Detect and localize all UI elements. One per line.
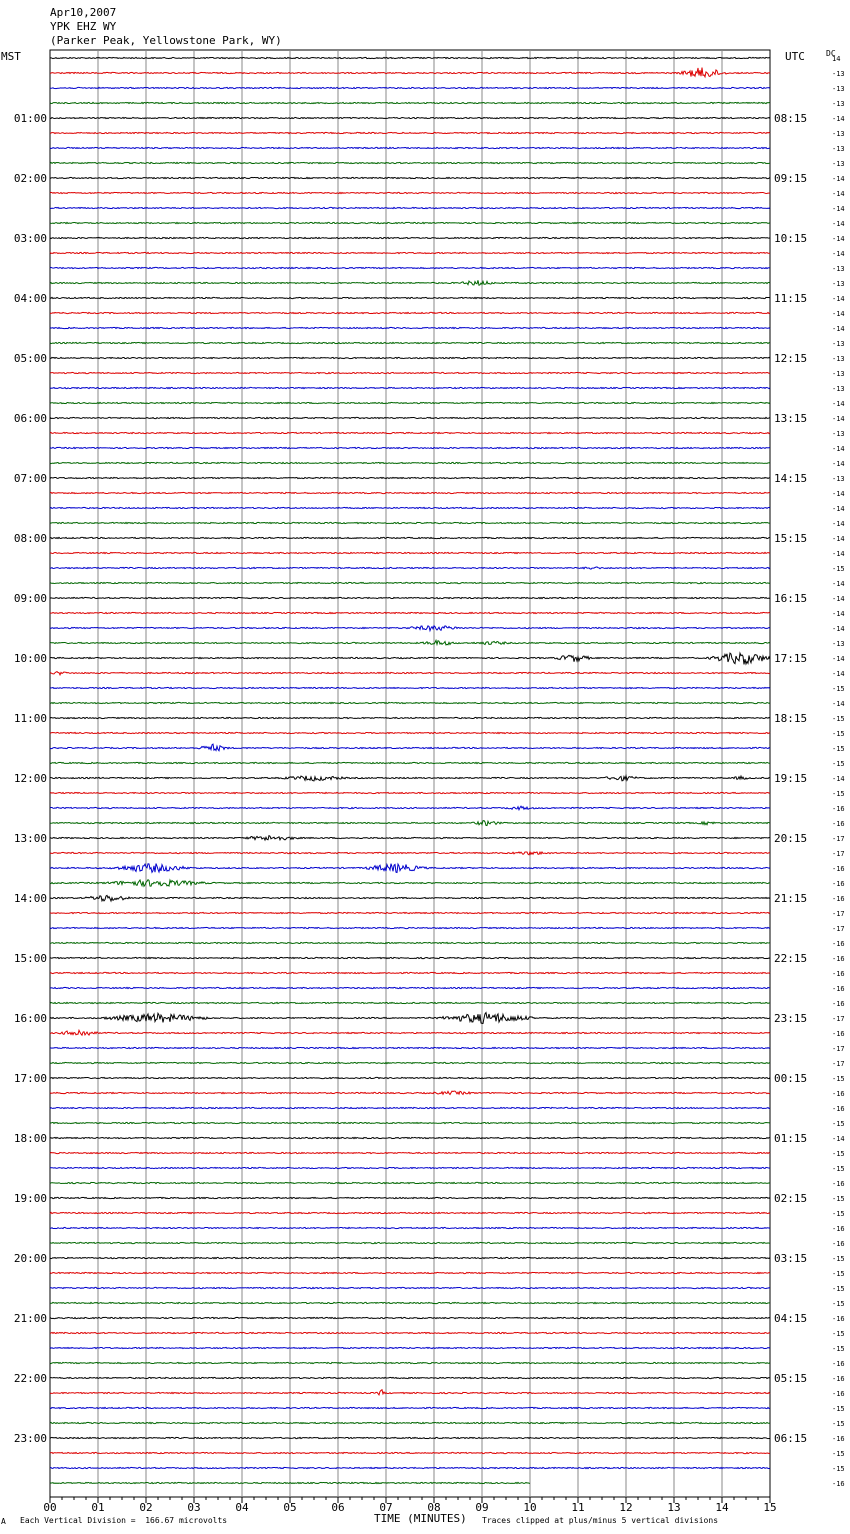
right-hour-label: 15:15 (774, 532, 808, 545)
dc-offset-label: -15 (832, 1120, 845, 1128)
left-hour-label: 11:00 (13, 712, 47, 725)
trace-line (50, 297, 770, 298)
x-tick-label: 02 (139, 1501, 153, 1514)
trace-line (50, 1287, 770, 1288)
dc-offset-label: -14 (832, 175, 845, 183)
dc-offset-label: -13 (832, 385, 845, 393)
dc-offset-label: -14 (832, 670, 845, 678)
dc-offset-label: -16 (832, 985, 845, 993)
trace-line (50, 702, 770, 703)
left-hour-label: 15:00 (13, 952, 47, 965)
right-hour-label: 01:15 (774, 1132, 808, 1145)
trace-line (50, 806, 770, 810)
dc-offset-label: -16 (832, 1240, 845, 1248)
dc-offset-label: -16 (832, 1480, 845, 1488)
x-tick-label: 08 (427, 1501, 441, 1514)
left-hour-label: 06:00 (13, 412, 47, 425)
trace-line (50, 792, 770, 793)
trace-line (50, 1272, 770, 1273)
trace-line (50, 117, 770, 118)
dc-offset-label: -15 (832, 1450, 845, 1458)
right-hour-label: 16:15 (774, 592, 808, 605)
trace-line (50, 1167, 770, 1168)
trace-line (50, 477, 770, 478)
trace-line (50, 762, 770, 763)
clip-note: Traces clipped at plus/minus 5 vertical divisions (482, 1516, 719, 1525)
trace-line (50, 162, 770, 163)
trace-line (50, 612, 770, 613)
trace-line (50, 1091, 770, 1094)
right-timezone-label: UTC (785, 50, 805, 63)
dc-offset-label: -15 (832, 790, 845, 798)
trace-line (50, 132, 770, 133)
dc-offset-label: -15 (832, 1210, 845, 1218)
dc-offset-label: -15 (832, 1300, 845, 1308)
right-hour-label: 18:15 (774, 712, 808, 725)
trace-line (50, 957, 770, 958)
right-hour-label: 22:15 (774, 952, 808, 965)
trace-line (50, 387, 770, 388)
right-hour-label: 23:15 (774, 1012, 808, 1025)
dc-offset-label: -16 (832, 1000, 845, 1008)
left-hour-label: 07:00 (13, 472, 47, 485)
x-tick-label: 05 (283, 1501, 297, 1514)
dc-offset-label: -14 (832, 295, 845, 303)
station-label: YPK EHZ WY (50, 20, 117, 33)
trace-line (50, 880, 770, 887)
trace-line (50, 357, 770, 358)
trace-line (50, 57, 770, 58)
dc-offset-label: -13 (832, 130, 845, 138)
trace-line (50, 1013, 770, 1024)
trace-line (50, 567, 770, 569)
dc-offset-label: -14 (832, 535, 845, 543)
trace-line (50, 207, 770, 208)
trace-line (50, 342, 770, 343)
left-hour-label: 04:00 (13, 292, 47, 305)
trace-line (50, 582, 770, 583)
left-hour-label: 18:00 (13, 1132, 47, 1145)
dc-offset-label: -17 (832, 910, 845, 918)
trace-line (50, 1227, 770, 1228)
trace-line (50, 1030, 770, 1035)
dc-offset-label: -17 (832, 850, 845, 858)
dc-offset-label: -13 (832, 355, 845, 363)
dc-offset-label: -15 (832, 1465, 845, 1473)
trace-line (50, 177, 770, 178)
trace-line (50, 1107, 770, 1108)
left-hour-label: 08:00 (13, 532, 47, 545)
right-hour-label: 08:15 (774, 112, 808, 125)
dc-offset-label: -16 (832, 1435, 845, 1443)
dc-offset-label: -14 (832, 445, 845, 453)
dc-offset-label: -16 (832, 1375, 845, 1383)
trace-line (50, 192, 770, 193)
dc-offset-label: -16 (832, 1030, 845, 1038)
dc-offset-label: -13 (832, 85, 845, 93)
dc-offset-label: -15 (832, 1195, 845, 1203)
dc-offset-label: -16 (832, 1315, 845, 1323)
dc-offset-label: -16 (832, 1390, 845, 1398)
trace-line (50, 1302, 770, 1303)
dc-offset-label: -17 (832, 835, 845, 843)
trace-line (50, 672, 770, 675)
x-tick-label: 15 (763, 1501, 777, 1514)
right-hour-label: 19:15 (774, 772, 808, 785)
dc-offset-label: -14 (832, 520, 845, 528)
dc-offset-label: -14 (832, 490, 845, 498)
dc-offset-label: -15 (832, 730, 845, 738)
trace-line (50, 1377, 770, 1378)
right-hour-label: 17:15 (774, 652, 808, 665)
right-hour-label: 13:15 (774, 412, 808, 425)
dc-offset-label: -16 (832, 940, 845, 948)
trace-line (50, 1422, 770, 1423)
trace-line (50, 1452, 770, 1453)
dc-offset-label: -14 (832, 700, 845, 708)
left-hour-label: 05:00 (13, 352, 47, 365)
trace-line (50, 927, 770, 928)
dc-offset-label: -15 (832, 1165, 845, 1173)
dc-label: DC (826, 49, 836, 58)
trace-line (50, 852, 770, 855)
trace-line (50, 732, 770, 733)
trace-line (50, 1197, 770, 1198)
dc-offset-label: -14 (832, 250, 845, 258)
left-hour-label: 17:00 (13, 1072, 47, 1085)
dc-offset-label: -14 (832, 115, 845, 123)
x-tick-label: 04 (235, 1501, 249, 1514)
x-tick-label: 11 (571, 1501, 585, 1514)
dc-offset-label: -16 (832, 1180, 845, 1188)
trace-line (50, 987, 770, 988)
dc-offset-label: -17 (832, 925, 845, 933)
right-hour-label: 10:15 (774, 232, 808, 245)
trace-line (50, 522, 770, 523)
dc-offset-label: -16 (832, 805, 845, 813)
x-axis-label: TIME (MINUTES) (374, 1512, 467, 1525)
left-hour-label: 09:00 (13, 592, 47, 605)
dc-offset-label: -13 (832, 160, 845, 168)
dc-offset-label: -16 (832, 1360, 845, 1368)
dc-offset-label: -13 (832, 640, 845, 648)
dc-offset-label: -13 (832, 280, 845, 288)
trace-line (50, 1047, 770, 1048)
dc-offset-label: -15 (832, 1420, 845, 1428)
left-hour-label: 16:00 (13, 1012, 47, 1025)
x-tick-label: 03 (187, 1501, 201, 1514)
trace-line (50, 836, 770, 841)
left-hour-label: 23:00 (13, 1432, 47, 1445)
trace-line (50, 864, 770, 873)
dc-offset-label: -13 (832, 265, 845, 273)
dc-offset-label: -15 (832, 1255, 845, 1263)
trace-line (50, 68, 770, 77)
dc-offset-label: -13 (832, 70, 845, 78)
dc-offset-label: -14 (832, 580, 845, 588)
trace-line (50, 1257, 770, 1258)
dc-offset-label: -15 (832, 565, 845, 573)
trace-line (50, 222, 770, 223)
trace-line (50, 1390, 770, 1395)
right-hour-label: 21:15 (774, 892, 808, 905)
right-hour-label: 06:15 (774, 1432, 808, 1445)
left-hour-label: 14:00 (13, 892, 47, 905)
trace-line (50, 1122, 770, 1123)
trace-line (50, 1137, 770, 1138)
dc-offset-label: -16 (832, 820, 845, 828)
trace-line (50, 237, 770, 238)
trace-line (50, 417, 770, 418)
dc-offset-label: -13 (832, 430, 845, 438)
right-hour-label: 03:15 (774, 1252, 808, 1265)
trace-line (50, 626, 770, 631)
dc-offset-label: -14 (832, 325, 845, 333)
trace-line (50, 1362, 770, 1363)
right-hour-label: 14:15 (774, 472, 808, 485)
dc-offset-label: -17 (832, 1015, 845, 1023)
left-hour-label: 03:00 (13, 232, 47, 245)
left-hour-label: 12:00 (13, 772, 47, 785)
dc-offset-label: -14 (832, 460, 845, 468)
corner-mark: A (1, 1517, 6, 1526)
dc-offset-label: -16 (832, 880, 845, 888)
dc-offset-label: -14 (832, 400, 845, 408)
scale-note: Each Vertical Division = 166.67 microvolts (20, 1516, 228, 1525)
trace-line (50, 432, 770, 433)
trace-line (50, 280, 770, 285)
trace-line (50, 597, 770, 598)
x-tick-label: 06 (331, 1501, 345, 1514)
left-hour-label: 02:00 (13, 172, 47, 185)
x-tick-label: 10 (523, 1501, 537, 1514)
dc-offset-label: -15 (832, 715, 845, 723)
trace-line (50, 537, 770, 538)
trace-line (50, 147, 770, 148)
dc-offset-label: -16 (832, 865, 845, 873)
left-hour-label: 20:00 (13, 1252, 47, 1265)
location-label: (Parker Peak, Yellowstone Park, WY) (50, 34, 282, 47)
trace-line (50, 1182, 770, 1183)
right-hour-label: 09:15 (774, 172, 808, 185)
left-hour-label: 13:00 (13, 832, 47, 845)
dc-offset-label: -15 (832, 760, 845, 768)
trace-line (50, 1062, 770, 1063)
dc-offset-label: -14 (832, 220, 845, 228)
plot-frame (50, 50, 770, 1497)
right-hour-label: 11:15 (774, 292, 808, 305)
trace-line (50, 942, 770, 943)
trace-line (50, 327, 770, 328)
trace-line (50, 972, 770, 973)
left-timezone-label: MST (1, 50, 21, 63)
trace-line (50, 1437, 770, 1438)
dc-offset-label: -14 (832, 775, 845, 783)
dc-offset-label: -14 (832, 505, 845, 513)
trace-line (50, 1002, 770, 1003)
dc-offset-label: -15 (832, 1075, 845, 1083)
dc-offset-label: -15 (832, 1285, 845, 1293)
dc-offset-label: -15 (832, 1150, 845, 1158)
dc-offset-label: -14 (832, 610, 845, 618)
dc-offset-label: -13 (832, 100, 845, 108)
trace-line (50, 1212, 770, 1213)
x-tick-label: 07 (379, 1501, 393, 1514)
dc-offset-label: -13 (832, 145, 845, 153)
dc-offset-label: -17 (832, 1045, 845, 1053)
trace-line (50, 912, 770, 913)
dc-offset-label: -14 (832, 625, 845, 633)
right-hour-label: 12:15 (774, 352, 808, 365)
trace-line (50, 1347, 770, 1348)
dc-offset-label: 14 (832, 55, 841, 63)
right-hour-label: 05:15 (774, 1372, 808, 1385)
trace-line (50, 552, 770, 553)
trace-line (50, 653, 770, 664)
dc-offset-label: -14 (832, 235, 845, 243)
dc-offset-label: -14 (832, 655, 845, 663)
trace-line (50, 372, 770, 373)
trace-line (50, 507, 770, 508)
dc-offset-label: -14 (832, 190, 845, 198)
trace-line (50, 640, 770, 645)
trace-line (50, 1317, 770, 1318)
right-hour-label: 00:15 (774, 1072, 808, 1085)
dc-offset-label: -14 (832, 415, 845, 423)
trace-line (50, 102, 770, 103)
dc-offset-label: -14 (832, 595, 845, 603)
trace-line (50, 687, 770, 688)
dc-offset-label: -14 (832, 205, 845, 213)
trace-line (50, 252, 770, 253)
trace-line (50, 1332, 770, 1333)
trace-line (50, 1152, 770, 1153)
trace-line (50, 744, 770, 751)
x-tick-label: 00 (43, 1501, 57, 1514)
left-hour-label: 19:00 (13, 1192, 47, 1205)
right-hour-label: 20:15 (774, 832, 808, 845)
trace-line (50, 402, 770, 403)
dc-offset-label: -16 (832, 1105, 845, 1113)
dc-offset-label: -14 (832, 310, 845, 318)
dc-offset-label: -14 (832, 550, 845, 558)
trace-line (50, 821, 770, 826)
trace-line (50, 1467, 770, 1468)
dc-offset-label: -15 (832, 1345, 845, 1353)
trace-line (50, 1242, 770, 1243)
dc-offset-label: -16 (832, 895, 845, 903)
trace-line (50, 267, 770, 268)
trace-line (50, 312, 770, 313)
dc-offset-label: -15 (832, 685, 845, 693)
trace-line (50, 492, 770, 493)
x-tick-label: 09 (475, 1501, 489, 1514)
left-hour-label: 01:00 (13, 112, 47, 125)
trace-line (50, 87, 770, 88)
date-label: Apr10,2007 (50, 6, 117, 19)
right-hour-label: 04:15 (774, 1312, 808, 1325)
dc-offset-label: -15 (832, 1405, 845, 1413)
x-tick-label: 01 (91, 1501, 105, 1514)
x-tick-label: 13 (667, 1501, 681, 1514)
left-hour-label: 21:00 (13, 1312, 47, 1325)
dc-offset-label: -13 (832, 340, 845, 348)
dc-offset-label: -16 (832, 1090, 845, 1098)
dc-offset-label: -17 (832, 1060, 845, 1068)
trace-line (50, 895, 770, 901)
trace-line (50, 717, 770, 718)
dc-offset-label: -15 (832, 745, 845, 753)
trace-line (50, 462, 770, 463)
x-tick-label: 14 (715, 1501, 729, 1514)
trace-line (50, 1407, 770, 1408)
trace-line (50, 776, 770, 781)
trace-line (50, 447, 770, 448)
dc-offset-label: -16 (832, 955, 845, 963)
x-tick-label: 12 (619, 1501, 633, 1514)
dc-offset-label: -13 (832, 475, 845, 483)
left-hour-label: 22:00 (13, 1372, 47, 1385)
dc-offset-label: -16 (832, 1225, 845, 1233)
dc-offset-label: -13 (832, 370, 845, 378)
right-hour-label: 02:15 (774, 1192, 808, 1205)
left-hour-label: 10:00 (13, 652, 47, 665)
dc-offset-label: -15 (832, 1270, 845, 1278)
dc-offset-label: -14 (832, 1135, 845, 1143)
trace-line (50, 1077, 770, 1078)
dc-offset-label: -16 (832, 970, 845, 978)
dc-offset-label: -15 (832, 1330, 845, 1338)
